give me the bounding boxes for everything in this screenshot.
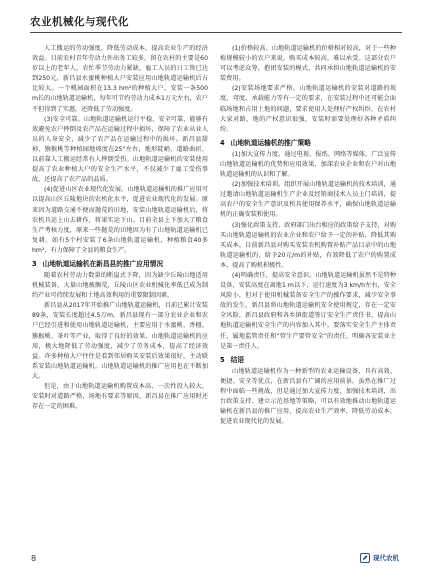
body-paragraph: (2)加强技术培训。组织开展山地轨道运输机的技术培训，通过邀请山地轨道运输机生产企业及经销商技术人员上门培训，提高农户的安全生产意识及机具使用保养水平，确保山地轨道运输机的正确安装和使用。	[220, 181, 396, 219]
body-paragraph: 山地轨道运输机作为一种新型的农业运输设备，具有高效、便捷、安全等优点，在新昌县有广阔的应用前景。虽然在推广过程中面临一些挑战，但是通过加大宣传力度、加强技术培训、出台政策支持、建立示范基地等策略，可以有效地推动山地轨道运输机在新昌县的推广应用，提高农业生产效率，降低劳动成本，促进农业现代化的发展。	[220, 367, 396, 426]
journal-title: 农业机械化与现代化	[30, 16, 129, 28]
section-heading	[32, 259, 208, 269]
body-paragraph: 但是，由于山地轨道运输机购置成本高、一次性投入较大，安装时对道路严格，场地有要求等原因，新昌县在推广应用时还存在一定的困难。	[32, 383, 208, 411]
leaf-logo-icon	[360, 553, 370, 563]
body-paragraph: (2)安装场地要求严格。山地轨道运输机的安装对道路的坡度、弯度、承载能力等有一定的要求，在安装过程中还可能会面临场地和占用土地的问题，要求使用人处理好产权纠纷，在农村大家对路、地的产权意识很强，安装时需要处理好各种矛盾纠纷。	[220, 85, 396, 133]
body-paragraph: (1)加大宣传力度。通过电视、报纸、网络等媒体，广泛宣传山地轨道运输机的优势和应用效果，加深农业企业和农户对山地轨道运输机的认识和了解。	[220, 150, 396, 179]
section-heading	[220, 138, 396, 148]
section-number: 4	[220, 138, 225, 147]
left-column	[32, 44, 208, 412]
body-paragraph: 人工搬运的劳动强度，降低劳动成本，提高农业生产的经济效益。目前农村青年劳动力外出务工较多，留在农村的主要是60岁以上的老年人，农忙季节劳动力紧缺，雇工人员的日工资已达到250元，新昌县水蜜桃种植大户安装应用山地轨道运输机后占比较大。一个桃园面积在13.3 hm²的种植大户，安装一条500 m长的山地轨道运输机，每年可节约劳动力成本1万元左右，农户不但得到了实惠，还降低了劳动强度。	[32, 45, 208, 113]
section-title: 山地轨道运输机在新昌县的推广应用情况	[42, 259, 164, 268]
section-number: 3	[32, 259, 37, 268]
body-paragraph: (4)促进山区农业现代化发展。山地轨道运输机的推广应用可以提高山区丘陵地块的农机化水平，促进农业现代化的发展。原来因为道路交通不便而抛荒的田地，安装山地轨道运输机后，将农机具运上山去耕作，将果实运下山。目前全县上下加大了粮食生产考核力度，原来一些抛荒的田地因为有了山地轨道运输机已复耕。如有5个村安装了6条山地轨道运输机，种植粮食40多hm²，有力保障了全县的粮食生产。	[32, 186, 208, 254]
section-number: 5	[220, 355, 225, 364]
section-title: 结语	[230, 355, 245, 364]
section-title: 山地轨道运输机的推广策略	[230, 138, 311, 147]
body-paragraph: (4)明确责任，提高安全意识。山地轨道运输机虽然不是特种设备，安装高度在离地1 m以下，运行速度为3 km/h左右，安全风险小，但对于使用机械装备安全生产的操作要求，减少安全事故的发生，新昌县将山地轨道运输机安全使用规定，存在一定安全风险，新昌县政府和各乡镇街道签订安全生产责任书，提高山地轨道运输机安全生产的内容加入其中。要落实安全生产主体责任，属地监管责任和“管生产要管安全”的责任，明确各安装业主是第一责任人。	[220, 271, 396, 350]
body-paragraph: (3)强化政策支持。政府部门出台相应的政策给予支持，对购买山地轨道运输机的农业企业和农户给予一定的补贴，降低其购买成本。目前新昌县对购买安装农机购置补贴产品目录中的山地轨道运输机的，给予20元/m的补贴，有效降低了农户的购置成本，提高了购机积极性。	[220, 221, 396, 269]
body-paragraph: (3)安全可靠。山地轨道运输机运行平稳，安全可靠，能够有效避免农户摔倒及农产品在运输过程中损坏，保障了农业从业人员的人身安全，减少了农产品在运输过程中的损坏。新昌县甜柿、猕猴桃等种植园地坡度在25°左右，地形陡峭，道路曲折，以前靠人工搬运经常有人摔倒受伤。山地轨道运输机的安装使用提高了农业种植大户的安全生产水平，不仅减少了雇工受伤事故，还提高了农产品的品质。	[32, 115, 208, 184]
body-paragraph: 新昌县从2017年开始推广山地轨道运输机，目前已累计安装89条，安装长度超过4.5万m。新昌县现有一部分农业企业和农户已经引进和使用山地轨道运输机，主要应用于水蜜桃、香榧、猕猴桃、茶叶等产业，取得了良好的效果。山地轨道运输机的应用，极大地降低了劳动强度，减少了劳务成本，提高了经济效益。许多种植大户往往是看到邻居购买安装后效果很好，主动联系安装山地轨道运输机。山地轨道运输机的推广应用也在不断加大。	[32, 302, 208, 380]
body-paragraph: 随着农村劳动力数量的断崖式下降，因为缺少丘陵山地适用机械装备，大量山地被搁荒，丘陵山区农业机械化率低已成为制约产业可持续发展和土地高效利用的重要限制因素。	[32, 271, 208, 300]
header-divider	[30, 32, 402, 33]
body-paragraph: (1)价格较高。山地轨道运输机的价格相对较高，对于一些种植规模较小的农户来说，购买成本较高，难以承受。这部分农户可以考虑众筹，抱团安装的模式，共同承担山地轨道运输机的安装费用。	[220, 45, 396, 83]
page-number: 8	[31, 554, 37, 563]
logo-text: 现代农机	[373, 554, 399, 562]
section-heading	[220, 355, 396, 365]
right-column	[220, 44, 396, 427]
publisher-logo	[360, 551, 404, 564]
